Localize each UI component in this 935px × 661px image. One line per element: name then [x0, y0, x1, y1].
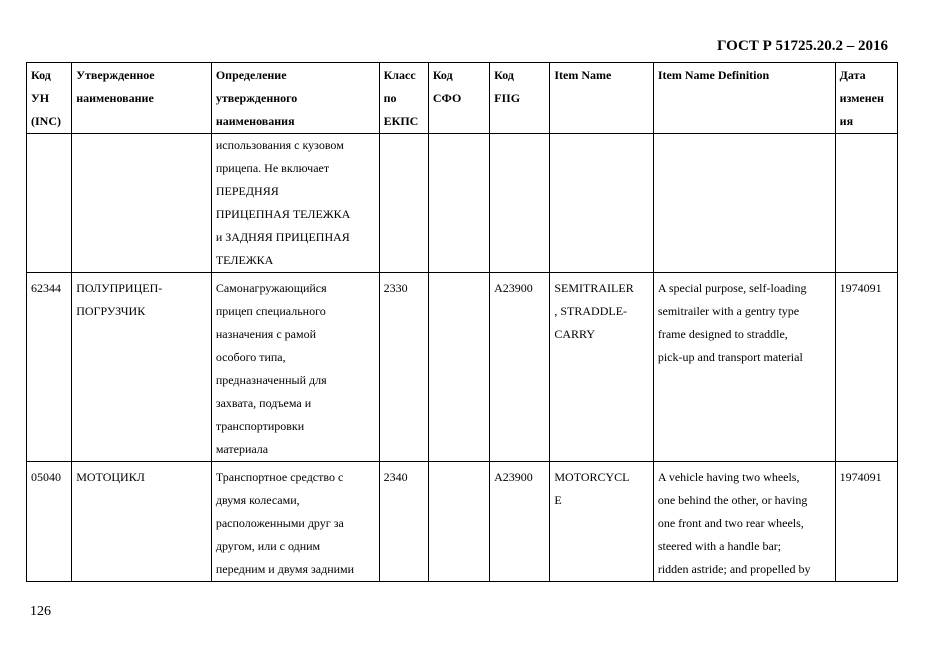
nomenclature-table: [26, 62, 898, 582]
cell-text-line: A23900: [494, 281, 533, 295]
cell-approved-name: [72, 462, 212, 582]
cell-class-ekps: [379, 134, 428, 273]
cell-text-line: ия: [839, 114, 854, 128]
header-item-name: [550, 63, 653, 134]
cell-text-line: прицеп специального: [215, 304, 326, 318]
cell-code-sfo: [428, 273, 489, 462]
cell-text-line: Класс: [383, 68, 416, 82]
cell-text-line: semitrailer with a gentry type: [657, 304, 800, 318]
cell-text-line: УН: [31, 91, 50, 105]
cell-text-line: Самонагружающийся: [215, 281, 327, 295]
cell-text-line: СФО: [432, 91, 462, 105]
header-change-date: [835, 63, 897, 134]
cell-text-line: A23900: [494, 470, 533, 484]
cell-text-line: 1974091: [839, 470, 882, 484]
cell-text-line: ПОЛУПРИЦЕП-: [76, 281, 163, 295]
cell-text-line: Дата: [839, 68, 866, 82]
cell-change-date: [835, 273, 897, 462]
cell-text-line: 2330: [383, 281, 408, 295]
cell-definition: [211, 134, 379, 273]
header-code-fiig: [490, 63, 550, 134]
header-approved-name: [72, 63, 212, 134]
cell-text-line: pick-up and transport material: [657, 350, 803, 364]
cell-text-line: ЕКПС: [383, 114, 419, 128]
cell-text-line: утвержденного: [215, 91, 298, 105]
cell-class-ekps: [379, 273, 428, 462]
cell-text-line: E: [554, 493, 562, 507]
cell-text-line: назначения с рамой: [215, 327, 316, 341]
cell-text-line: ПЕРЕДНЯЯ: [215, 184, 279, 198]
cell-text-line: другом, или с одним: [215, 539, 321, 553]
cell-text-line: передним и двумя задними: [215, 562, 355, 576]
cell-text-line: (INC): [31, 114, 61, 128]
cell-item-name: [550, 462, 653, 582]
table-header-row: [27, 63, 898, 134]
cell-text-line: особого типа,: [215, 350, 286, 364]
cell-text-line: A vehicle having two wheels,: [657, 470, 800, 484]
cell-text-line: SEMITRAILER: [554, 281, 634, 295]
cell-code-sfo: [428, 134, 489, 273]
cell-text-line: изменен: [839, 91, 884, 105]
cell-text-line: по: [383, 91, 397, 105]
cell-text-line: 62344: [31, 281, 61, 295]
cell-class-ekps: [379, 462, 428, 582]
cell-text-line: steered with a handle bar;: [657, 539, 782, 553]
cell-text-line: прицепа. Не включает: [215, 161, 330, 175]
cell-text-line: и ЗАДНЯЯ ПРИЦЕПНАЯ: [215, 230, 350, 244]
cell-text-line: Определение: [215, 68, 287, 82]
cell-text-line: frame designed to straddle,: [657, 327, 788, 341]
cell-text-line: Код: [31, 68, 51, 82]
cell-code-fiig: [490, 273, 550, 462]
cell-text-line: наименование: [76, 91, 154, 105]
cell-approved-name: [72, 273, 212, 462]
cell-text-line: транспортировки: [215, 419, 305, 433]
cell-text-line: использования с кузовом: [215, 138, 344, 152]
header-definition: [211, 63, 379, 134]
cell-approved-name: [72, 134, 212, 273]
header-class-ekps: [379, 63, 428, 134]
cell-text-line: ПРИЦЕПНАЯ ТЕЛЕЖКА: [215, 207, 351, 221]
cell-item-name-definition: [653, 134, 835, 273]
cell-code-fiig: [490, 462, 550, 582]
cell-item-name: [550, 273, 653, 462]
table-row: [27, 462, 898, 582]
cell-text-line: Код: [432, 68, 453, 82]
cell-text-line: МОТОЦИКЛ: [76, 470, 145, 484]
cell-text-line: Item Name: [554, 68, 612, 82]
cell-text-line: Код: [494, 68, 514, 82]
cell-code-un: [27, 134, 72, 273]
cell-change-date: [835, 462, 897, 582]
cell-text-line: , STRADDLE-: [554, 304, 628, 318]
cell-change-date: [835, 134, 897, 273]
cell-text-line: расположенными друг за: [215, 516, 344, 530]
cell-text-line: Транспортное средство с: [215, 470, 344, 484]
header-item-name-definition: [653, 63, 835, 134]
cell-code-fiig: [490, 134, 550, 273]
cell-text-line: CARRY: [554, 327, 596, 341]
cell-definition: [211, 273, 379, 462]
document-standard-header: ГОСТ Р 51725.20.2 – 2016: [716, 38, 888, 54]
cell-item-name-definition: [653, 462, 835, 582]
cell-definition: [211, 462, 379, 582]
cell-text-line: FIIG: [494, 91, 521, 105]
cell-text-line: 05040: [31, 470, 61, 484]
table-row: [27, 134, 898, 273]
header-code-sfo: [428, 63, 489, 134]
cell-code-sfo: [428, 462, 489, 582]
page-number: 126: [30, 604, 51, 619]
cell-text-line: one front and two rear wheels,: [657, 516, 804, 530]
cell-item-name-definition: [653, 273, 835, 462]
header-code-un: [27, 63, 72, 134]
cell-code-un: [27, 462, 72, 582]
cell-text-line: материала: [215, 442, 269, 456]
cell-item-name: [550, 134, 653, 273]
cell-text-line: захвата, подъема и: [215, 396, 312, 410]
cell-text-line: ridden astride; and propelled by: [657, 562, 811, 576]
table-row: [27, 273, 898, 462]
cell-text-line: 1974091: [839, 281, 882, 295]
cell-text-line: Item Name Definition: [657, 68, 770, 82]
cell-text-line: A special purpose, self-loading: [657, 281, 807, 295]
cell-text-line: one behind the other, or having: [657, 493, 808, 507]
cell-text-line: MOTORCYCL: [554, 470, 630, 484]
cell-text-line: ТЕЛЕЖКА: [215, 253, 274, 267]
cell-code-un: [27, 273, 72, 462]
cell-text-line: Утвержденное: [76, 68, 155, 82]
cell-text-line: двумя колесами,: [215, 493, 300, 507]
cell-text-line: наименования: [215, 114, 295, 128]
cell-text-line: предназначенный для: [215, 373, 327, 387]
cell-text-line: ПОГРУЗЧИК: [76, 304, 146, 318]
cell-text-line: 2340: [383, 470, 408, 484]
